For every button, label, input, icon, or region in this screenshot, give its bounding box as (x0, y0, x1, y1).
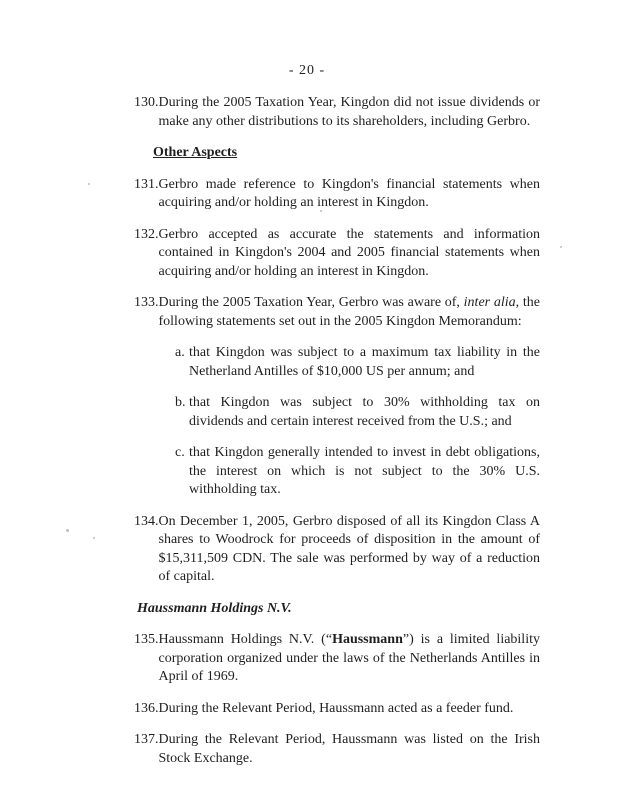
scan-speck (88, 183, 90, 185)
paragraph-131 (134, 176, 540, 213)
text-segment: ”) is a limited liability corporation organized under the laws of the Netherlands Antilles in April of 1969. (158, 632, 540, 684)
sub-item-b (175, 394, 540, 431)
sub-item-letter: a. (175, 345, 185, 360)
sub-item-text (189, 444, 540, 500)
sub-item-text (189, 344, 540, 381)
scan-speck (560, 246, 562, 248)
paragraph-135 (134, 631, 540, 687)
paragraph-text (159, 700, 541, 719)
paragraph-130 (134, 94, 540, 131)
scan-speck (320, 210, 322, 212)
paragraph-text (159, 94, 541, 131)
sub-item-a (175, 344, 540, 381)
sub-item-c (175, 444, 540, 500)
paragraph-number: 135. (134, 632, 159, 647)
text-segment: Haussmann Holdings N.V. (“ (158, 632, 333, 647)
text-segment: During the 2005 Taxation Year, Gerbro was aware of, (158, 295, 464, 310)
text-segment: On December 1, 2005, Gerbro disposed of all its Kingdon Class A shares to Woodrock for proceeds of disposition in the amount of $15,311,509 CDN. The sale was performed by way of a reduction of capital. (158, 513, 540, 584)
paragraph-text (159, 294, 541, 331)
document-body (134, 94, 540, 781)
sub-item-letter: b. (175, 395, 186, 410)
sub-item-letter: c. (175, 445, 185, 460)
text-segment-italic: inter alia (463, 295, 516, 310)
page-number: - 20 - (288, 63, 326, 78)
paragraph-136 (134, 700, 540, 719)
paragraph-text (159, 513, 541, 587)
text-segment: , the following statements set out in the 2005 Kingdon Memorandum: (158, 295, 540, 329)
text-segment-bold: Haussmann (332, 632, 403, 647)
scan-speck (66, 529, 69, 532)
sub-item-text (189, 394, 540, 431)
text-segment: that Kingdon generally intended to invest in debt obligations, the interest on which is not subject to the 30% U.S. withholding tax. (189, 445, 540, 497)
text-segment: During the 2005 Taxation Year, Kingdon did not issue dividends or make any other distributions to its shareholders, including Gerbro. (158, 95, 540, 129)
paragraph-text (159, 176, 541, 213)
paragraph-number: 130. (134, 95, 159, 110)
text-segment: that Kingdon was subject to 30% withholding tax on dividends and certain interest received from the U.S.; and (189, 395, 540, 429)
paragraph-137 (134, 731, 540, 768)
paragraph-number: 134. (134, 513, 159, 529)
text-segment: During the Relevant Period, Haussmann was listed on the Irish Stock Exchange. (158, 732, 540, 766)
paragraph-number: 136. (134, 700, 159, 716)
paragraph-132 (134, 226, 540, 282)
paragraph-text (159, 631, 541, 687)
text-segment: Gerbro made reference to Kingdon's financial statements when acquiring and/or holding an interest in Kingdon. (158, 176, 540, 210)
scan-speck (93, 537, 95, 539)
paragraph-133 (134, 294, 540, 331)
paragraph-text (159, 731, 541, 768)
paragraph-number: 131. (134, 176, 159, 192)
paragraph-number: 133. (134, 295, 159, 310)
paragraph-text (159, 226, 541, 282)
text-segment: that Kingdon was subject to a maximum tax liability in the Netherland Antilles of $10,000 US per annum; and (189, 345, 540, 379)
text-segment: Gerbro accepted as accurate the statements and information contained in Kingdon's 2004 and 2005 financial statements when acquiring and/or holding an interest in Kingdon. (158, 226, 540, 279)
paragraph-number: 137. (134, 732, 159, 747)
paragraph-number: 132. (134, 226, 159, 242)
section-heading-haussmann-holdings: Haussmann Holdings N.V. (137, 600, 292, 616)
section-heading-other-aspects: Other Aspects (153, 145, 238, 160)
text-segment: During the Relevant Period, Haussmann acted as a feeder fund. (158, 700, 514, 716)
paragraph-134 (134, 513, 540, 587)
